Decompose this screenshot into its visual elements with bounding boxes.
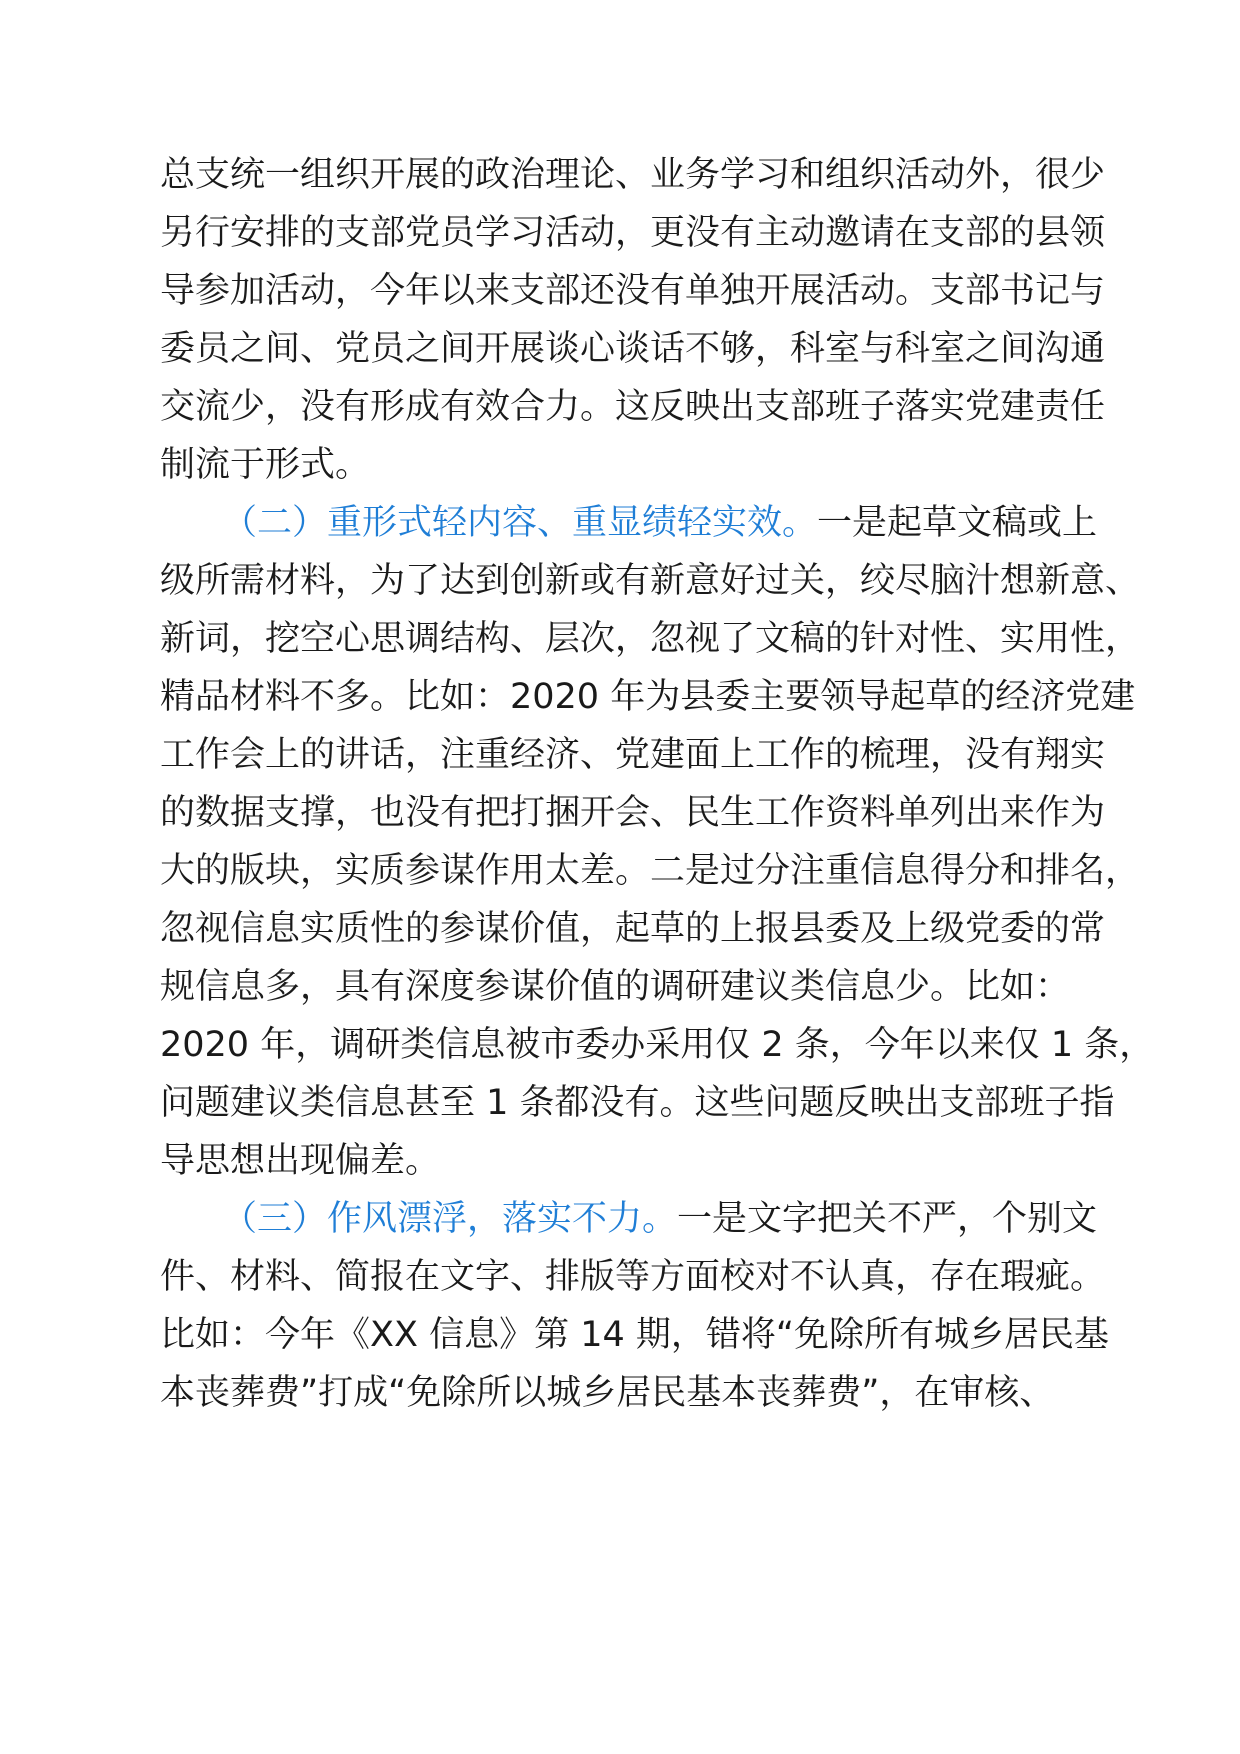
paragraph-1-line: 委员之间、党员之间开展谈心谈话不够，科室与科室之间沟通 (160, 329, 1106, 369)
paragraph-2-line: 级所需材料，为了达到创新或有新意好过关，绞尽脑汁想新意、 (160, 561, 1141, 601)
paragraph-2-first-line-text: 一是起草文稿或上 (817, 503, 1098, 543)
paragraph-1-line: 总支统一组织开展的政治理论、业务学习和组织活动外，很少 (160, 155, 1106, 195)
paragraph-2-line: 的数据支撑，也没有把打捆开会、民生工作资料单列出来作为 (160, 793, 1106, 833)
paragraph-1-line: 导参加活动，今年以来支部还没有单独开展活动。支部书记与 (160, 271, 1106, 311)
paragraph-3-line: 比如：今年《XX 信息》第 14 期，错将“免除所有城乡居民基 (160, 1315, 1110, 1355)
paragraph-3-first-line-text: 一是文字把关不严，个别文 (677, 1199, 1098, 1239)
paragraph-2-line: 新词，挖空心思调结构、层次，忽视了文稿的针对性、实用性， (160, 619, 1141, 659)
section-heading-2: （二）重形式轻内容、重显绩轻实效。 (222, 503, 818, 543)
paragraph-1-line: 制流于形式。 (160, 445, 371, 485)
paragraph-2-line: 导思想出现偏差。 (160, 1141, 441, 1181)
paragraph-2-line: 工作会上的讲话，注重经济、党建面上工作的梳理，没有翔实 (160, 735, 1106, 775)
paragraph-2-line: 问题建议类信息甚至 1 条都没有。这些问题反映出支部班子指 (160, 1083, 1115, 1123)
section-heading-3: （三）作风漂浮，落实不力。 (222, 1199, 678, 1239)
paragraph-1-line: 交流少，没有形成有效合力。这反映出支部班子落实党建责任 (160, 387, 1106, 427)
paragraph-3-line: 本丧葬费”打成“免除所以城乡居民基本丧葬费”，在审核、 (160, 1373, 1055, 1413)
paragraph-2-line: 规信息多，具有深度参谋价值的调研建议类信息少。比如： (160, 967, 1071, 1007)
paragraph-3-line: 件、材料、简报在文字、排版等方面校对不认真，存在瑕疵。 (160, 1257, 1106, 1297)
paragraph-3-first-line (222, 1194, 1182, 1244)
paragraph-2-line: 大的版块，实质参谋作用太差。二是过分注重信息得分和排名， (160, 851, 1141, 891)
paragraph-2-first-line (222, 498, 1182, 548)
paragraph-2-line: 忽视信息实质性的参谋价值，起草的上报县委及上级党委的常 (160, 909, 1106, 949)
paragraph-1-line: 另行安排的支部党员学习活动，更没有主动邀请在支部的县领 (160, 213, 1106, 253)
paragraph-2-line: 精品材料不多。比如：2020 年为县委主要领导起草的经济党建 (160, 677, 1136, 717)
paragraph-2-line: 2020 年，调研类信息被市委办采用仅 2 条，今年以来仅 1 条， (160, 1025, 1155, 1065)
